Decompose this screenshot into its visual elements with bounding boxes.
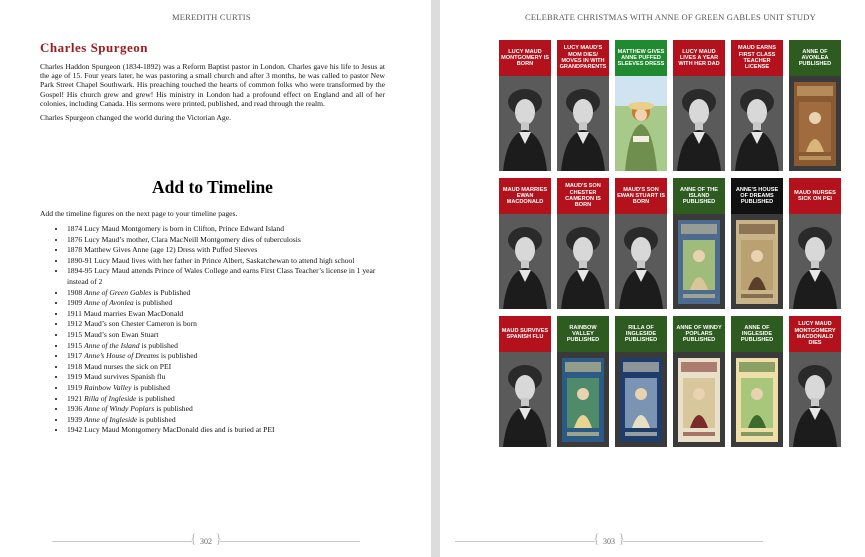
bio-text [40, 62, 385, 127]
timeline-item-text: 1890-91 Lucy Maud lives with her father in Prince Albert, Saskatchewan to attend high school [67, 255, 355, 265]
timeline-card [615, 178, 667, 309]
timeline-item-text: 1911 Maud marries Ewan MacDonald [67, 308, 184, 318]
timeline-card-label: ANNE OF AVONLEA PUBLISHED [789, 40, 841, 76]
timeline-card [557, 316, 609, 447]
timeline-card-label: LUCY MAUD MONTGOMERY MACDONALD DIES [789, 316, 841, 352]
timeline-card-grid [499, 40, 841, 447]
timeline-card [789, 40, 841, 171]
timeline-item [66, 309, 385, 320]
timeline-item [66, 383, 385, 394]
timeline-item-text: 1894-95 Lucy Maud attends Prince of Wales College and earns First Class Teacher’s license in 1 year instead of 2 [67, 266, 376, 286]
timeline-card [557, 178, 609, 309]
timeline-item-text: is published [131, 382, 170, 392]
timeline-item-text: 1942 Lucy Maud Montgomery MacDonald dies and is buried at PEI [67, 425, 275, 435]
timeline-card-label: ANNE OF WINDY POPLARS PUBLISHED [673, 316, 725, 352]
timeline-card [731, 40, 783, 171]
timeline-item [66, 224, 385, 235]
timeline-item [66, 341, 385, 352]
timeline-item-text: is published [137, 414, 176, 424]
timeline-item [66, 298, 385, 309]
timeline-card-label: ANNE'S HOUSE OF DREAMS PUBLISHED [731, 178, 783, 214]
book-title: Anne of Avonlea [84, 298, 134, 308]
timeline-card [731, 316, 783, 447]
timeline-item-text: is published [133, 298, 173, 308]
timeline-item [66, 319, 385, 330]
timeline-card-label: LUCY MAUD LIVES A YEAR WITH HER DAD [673, 40, 725, 76]
timeline-item-text: 1874 Lucy Maud Montgomery is born in Clifton, Prince Edward Island [67, 224, 285, 233]
timeline-item-text: is published [154, 404, 193, 414]
timeline-item-text: is published [139, 340, 178, 350]
timeline-card [557, 40, 609, 171]
timeline-card-label: LUCY MAUD'S MOM DIES/ MOVES IN WITH GRANDPARENTS [557, 40, 609, 76]
timeline-item-text: 1915 Maud’s son Ewan Stuart [67, 329, 159, 339]
timeline-item-text: 1919 Maud survives Spanish flu [67, 372, 166, 382]
timeline-item [66, 256, 385, 267]
timeline-card-label: LUCY MAUD MONTGOMERY IS BORN [499, 40, 551, 76]
timeline-item-text: 1876 Lucy Maud’s mother, Clara MacNeill Montgomery dies of tuberculosis [67, 234, 301, 244]
timeline-card-label: MAUD NURSES SICK ON PEI [789, 178, 841, 214]
book-title: Anne of Windy Poplars [84, 404, 155, 414]
timeline-card [499, 40, 551, 171]
book-title: Anne of Green Gables [84, 287, 152, 297]
timeline-card-label: MAUD SURVIVES SPANISH FLU [499, 316, 551, 352]
timeline-card [499, 316, 551, 447]
timeline-item [66, 425, 385, 436]
footer-rule [220, 541, 360, 542]
timeline-card [789, 178, 841, 309]
timeline-item-text: 1908 [67, 287, 85, 297]
timeline-card-label: ANNE OF INGLESIDE PUBLISHED [731, 316, 783, 352]
timeline-intro: Add the timeline figures on the next page to your timeline pages. [40, 209, 238, 218]
running-head: MEREDITH CURTIS [172, 12, 251, 22]
right-page [440, 0, 865, 557]
timeline-card-label: MAUD'S SON CHESTER CAMERON IS BORN [557, 178, 609, 214]
page-footer [52, 534, 360, 548]
book-title: Anne of Ingleside [84, 414, 138, 424]
timeline-card-label: ANNE OF THE ISLAND PUBLISHED [673, 178, 725, 214]
bio-paragraph: Charles Spurgeon changed the world during the Victorian Age. [40, 113, 231, 123]
timeline-item [66, 362, 385, 373]
footer-rule [455, 541, 595, 542]
page-number: { 303 } [595, 537, 623, 546]
timeline-card [673, 178, 725, 309]
timeline-card-label: RILLA OF INGLESIDE PUBLISHED [615, 316, 667, 352]
book-title: Rainbow Valley [84, 382, 132, 392]
timeline-item-text: is Published [151, 287, 191, 297]
timeline-item [66, 266, 385, 287]
timeline-card [499, 178, 551, 309]
timeline-item-text: 1939 [67, 414, 85, 424]
timeline-card [673, 316, 725, 447]
left-page [0, 0, 431, 557]
timeline-item-text: 1878 Matthew Gives Anne (age 12) Dress with Puffed Sleeves [67, 245, 258, 255]
timeline-card [615, 40, 667, 171]
page-number: { 302 } [192, 537, 220, 546]
book-title: Rilla of Ingleside [84, 393, 137, 403]
timeline-card-label: MATTHEW GIVES ANNE PUFFED SLEEVES DRESS [615, 40, 667, 76]
timeline-card [789, 316, 841, 447]
timeline-card [731, 178, 783, 309]
timeline-item-text: 1918 Maud nurses the sick on PEI [67, 361, 172, 371]
timeline-card-label: MAUD EARNS FIRST CLASS TEACHER LICENSE [731, 40, 783, 76]
timeline-item-text: 1921 [67, 393, 85, 403]
timeline-item-text: 1912 Maud’s son Chester Cameron is born [67, 319, 197, 329]
timeline-item-text: is published [136, 393, 175, 403]
timeline-card-label: MAUD'S SON EWAN STUART IS BORN [615, 178, 667, 214]
bio-paragraph: Charles Haddon Spurgeon (1834-1892) was a Reform Baptist pastor in London. Charles gave his life to Jesus at the age of 15. Four years later, he was pastoring a small church and after 3 months, he was called to pastor New Park Street Chapel Southwark. His preaching touched the hearts of common folks who were transformed by the Gospel! His church grew and grew! His ministry in London had a profound effect on England and all of her colonies, including Canada. His sermons were printed, published, and read through the realm. [40, 62, 385, 108]
timeline-item-text: 1917 [67, 351, 85, 361]
timeline-item [66, 245, 385, 256]
book-title: Anne’s House of Dreams [84, 351, 159, 361]
timeline-item [66, 372, 385, 383]
page-footer [455, 534, 763, 548]
timeline-card [673, 40, 725, 171]
footer-rule [623, 541, 763, 542]
timeline-item-text: 1909 [67, 298, 85, 308]
timeline-card-label: RAINBOW VALLEY PUBLISHED [557, 316, 609, 352]
timeline-item [66, 330, 385, 341]
section-heading: Charles Spurgeon [40, 40, 149, 55]
timeline-card [615, 316, 667, 447]
timeline-card-label: MAUD MARRIES EWAN MACDONALD [499, 178, 551, 214]
book-title: Anne of the Island [84, 340, 140, 350]
timeline-item [66, 235, 385, 246]
timeline-item [66, 404, 385, 415]
timeline-item [66, 394, 385, 405]
running-head: CELEBRATE CHRISTMAS WITH ANNE OF GREEN GABLES UNIT STUDY [525, 12, 816, 22]
timeline-item [66, 288, 385, 299]
timeline-title: Add to Timeline [152, 177, 273, 197]
timeline-item [66, 351, 385, 362]
footer-rule [52, 541, 192, 542]
timeline-item-text: 1919 [67, 382, 85, 392]
timeline-item [66, 415, 385, 426]
timeline-item-text: is published [158, 351, 198, 361]
timeline-item-text: 1936 [67, 404, 85, 414]
timeline-list [40, 224, 385, 436]
timeline-item-text: 1915 [67, 340, 85, 350]
